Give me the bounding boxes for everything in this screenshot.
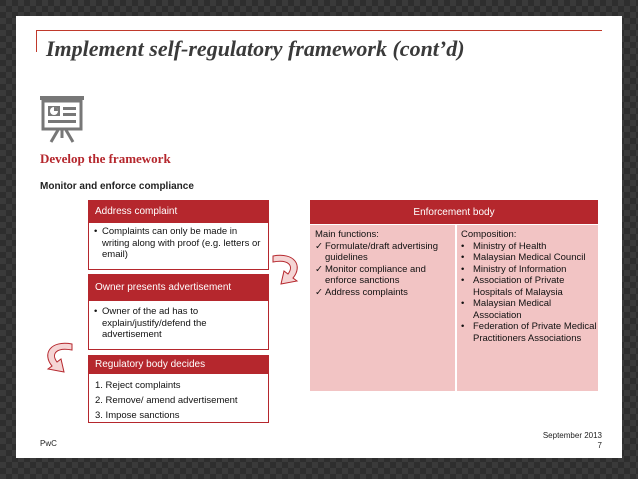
slide <box>16 16 622 458</box>
composition-column <box>457 225 598 391</box>
main-functions-column <box>310 225 455 391</box>
list-item: 1. Reject complaints <box>95 380 181 391</box>
composition-title: Composition: <box>461 229 517 240</box>
owner-presents-header: Owner presents advertisement <box>88 274 269 300</box>
check-icon: ✓ <box>315 286 323 298</box>
address-complaint-header: Address complaint <box>88 200 269 222</box>
title-rule <box>36 30 602 31</box>
list-item: 2. Remove/ amend advertisement <box>95 395 238 406</box>
bullet-icon: • <box>94 226 98 237</box>
footer-date: September 2013 <box>542 431 602 440</box>
main-functions-title: Main functions: <box>315 229 379 240</box>
bullet-icon: • <box>461 263 465 275</box>
owner-presents-box <box>88 300 269 350</box>
list-item: • Malaysian Medical Association <box>461 298 552 321</box>
curved-arrow-left-icon <box>40 338 74 376</box>
bullet-icon: • <box>461 298 465 309</box>
bullet-icon: • <box>461 240 465 252</box>
list-item: • Malaysian Medical Council <box>461 252 586 263</box>
regulatory-body-header: Regulatory body decides <box>88 355 269 373</box>
section-subtitle: Develop the framework <box>40 151 171 166</box>
list-item: • Federation of Private Medical Practitioners Associations <box>461 321 597 344</box>
list-item: • Owner of the ad has to explain/justify/defend the advertisement <box>94 306 207 340</box>
list-item: • Association of Private Hospitals of Malaysia <box>461 275 565 298</box>
list-item: • Ministry of Information <box>461 263 567 275</box>
section-heading: Monitor and enforce compliance <box>40 181 194 192</box>
list-item: 3. Impose sanctions <box>95 410 180 421</box>
bullet-icon: • <box>94 306 98 317</box>
bullet-icon: • <box>461 252 465 263</box>
title-rule-vertical <box>36 30 37 52</box>
company-label: PwC <box>40 439 57 448</box>
footer-meta <box>543 431 602 451</box>
list-item: ✓ Monitor compliance and enforce sanctions <box>315 263 426 286</box>
enforcement-body-header: Enforcement body <box>310 200 598 224</box>
bullet-icon: • <box>461 321 465 332</box>
slide-title: Implement self-regulatory framework (cont’d) <box>46 36 465 61</box>
presentation-easel-icon <box>36 92 88 144</box>
list-item: • Ministry of Health <box>461 240 547 252</box>
enforcement-body-panel <box>310 225 598 391</box>
bullet-icon: • <box>461 275 465 286</box>
check-icon: ✓ <box>315 240 323 252</box>
curved-arrow-right-icon <box>271 250 305 288</box>
list-item: • Complaints can only be made in writing along with proof (e.g. letters or email) <box>94 226 261 260</box>
address-complaint-box <box>88 222 269 270</box>
list-item: ✓ Formulate/draft advertising guidelines <box>315 240 438 263</box>
list-item: ✓ Address complaints <box>315 286 408 298</box>
page-number: 7 <box>597 441 602 450</box>
check-icon: ✓ <box>315 263 323 275</box>
regulatory-body-box <box>88 373 269 423</box>
